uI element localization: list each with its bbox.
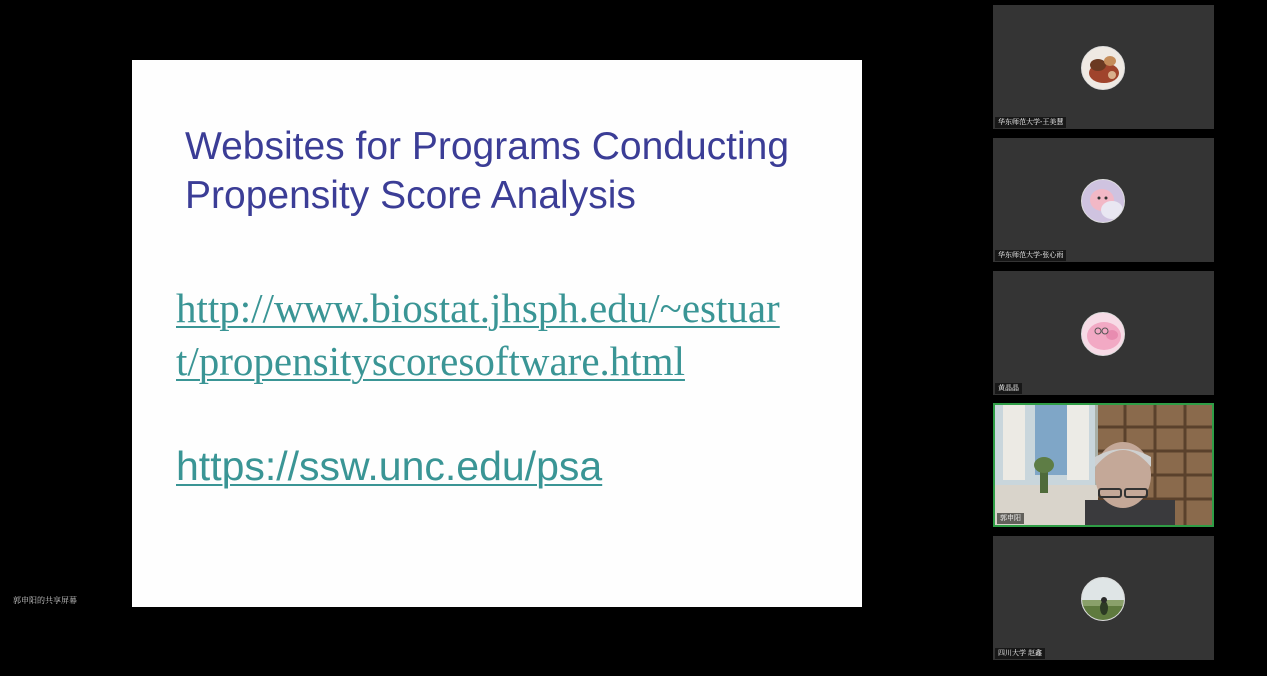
unc-link[interactable]: https://ssw.unc.edu/psa — [176, 443, 603, 489]
avatar-photo-icon — [1081, 46, 1125, 90]
participant-tile[interactable] — [993, 271, 1214, 395]
participant-tile[interactable] — [993, 5, 1214, 129]
participant-name: 华东师范大学-王美慧 — [995, 117, 1066, 128]
participant-name: 郭申阳 — [997, 513, 1024, 524]
jhsph-link-line-1[interactable]: http://www.biostat.jhsph.edu/~estuar — [176, 285, 780, 331]
slide-title-line-1: Websites for Programs Conducting — [185, 125, 790, 168]
jhsph-link-line-2[interactable]: t/propensityscoresoftware.html — [176, 338, 685, 384]
shared-slide — [132, 60, 862, 607]
avatar-pig-icon — [1081, 179, 1125, 223]
participant-name: 华东师范大学-张心雨 — [995, 250, 1066, 261]
video-feed — [995, 405, 1212, 525]
participant-tile[interactable] — [993, 138, 1214, 262]
participant-name: 黄晶晶 — [995, 383, 1022, 394]
screen-share-label: 郭申阳的共享屏幕 — [13, 596, 77, 605]
slide-title — [185, 122, 845, 220]
participant-tile[interactable] — [993, 536, 1214, 660]
jhsph-link[interactable] — [176, 282, 780, 388]
participant-name: 四川大学 赵鑫 — [995, 648, 1045, 659]
avatar-landscape-icon — [1081, 577, 1125, 621]
slide-title-line-2: Propensity Score Analysis — [185, 174, 636, 217]
active-speaker-tile[interactable] — [993, 403, 1214, 527]
avatar-pig-face-icon — [1081, 312, 1125, 356]
